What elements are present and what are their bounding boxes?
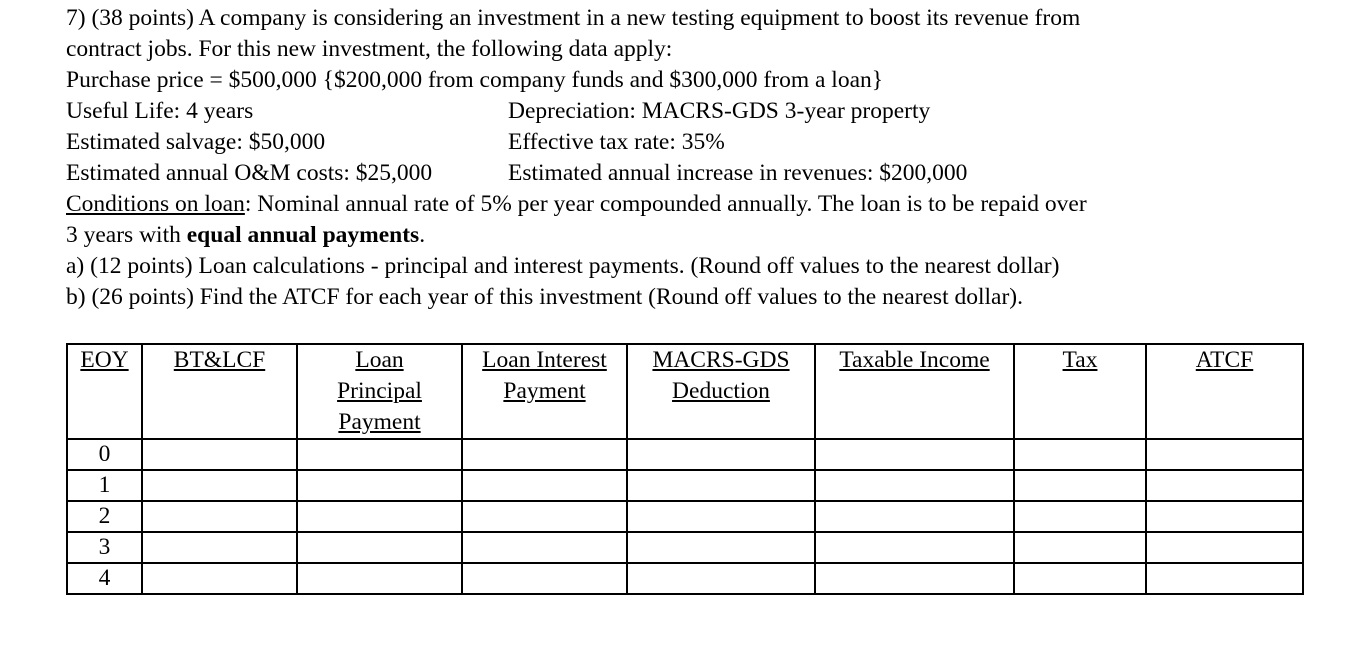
header-macrs bbox=[627, 344, 815, 439]
loan-principal-cell[interactable] bbox=[297, 501, 462, 532]
part-a: a) (12 points) Loan calculations - principal and interest payments. (Round off values to the nearest dollar) bbox=[66, 253, 1060, 279]
useful-life: Useful Life: 4 years bbox=[66, 98, 254, 124]
header-eoy-text: EOY bbox=[80, 347, 129, 373]
macrs-cell[interactable] bbox=[627, 501, 815, 532]
tax-rate: Effective tax rate: 35% bbox=[508, 129, 725, 155]
header-loan-interest-line1: Loan Interest bbox=[482, 347, 607, 373]
header-loan-principal-line2: Principal bbox=[337, 378, 422, 404]
taxable-income-cell[interactable] bbox=[815, 470, 1014, 501]
loan-interest-cell[interactable] bbox=[462, 532, 627, 563]
btlcf-cell[interactable] bbox=[142, 563, 297, 594]
header-taxable-income-text: Taxable Income bbox=[839, 347, 990, 373]
btlcf-cell[interactable] bbox=[142, 439, 297, 470]
header-eoy bbox=[67, 344, 142, 439]
header-btlcf-text: BT&LCF bbox=[173, 347, 266, 373]
macrs-cell[interactable] bbox=[627, 439, 815, 470]
salvage-value: Estimated salvage: $50,000 bbox=[66, 129, 326, 155]
header-tax bbox=[1014, 344, 1146, 439]
data-row-om-revenue bbox=[66, 158, 1306, 189]
loan-conditions-line-2 bbox=[66, 220, 1306, 251]
header-taxable-income bbox=[815, 344, 1014, 439]
atcf-cell[interactable] bbox=[1146, 501, 1303, 532]
header-loan-interest bbox=[462, 344, 627, 439]
problem-line-1: 7) (38 points) A company is considering an investment in a new testing equipment to boost its revenue from bbox=[66, 5, 1081, 31]
revenue-increase: Estimated annual increase in revenues: $200,000 bbox=[508, 160, 968, 186]
data-row-salvage-tax bbox=[66, 127, 1306, 158]
atcf-cell[interactable] bbox=[1146, 470, 1303, 501]
btlcf-cell[interactable] bbox=[142, 501, 297, 532]
tax-cell[interactable] bbox=[1014, 532, 1146, 563]
macrs-cell[interactable] bbox=[627, 563, 815, 594]
taxable-income-cell[interactable] bbox=[815, 532, 1014, 563]
table-row bbox=[67, 532, 1303, 563]
table-row bbox=[67, 470, 1303, 501]
macrs-cell[interactable] bbox=[627, 532, 815, 563]
depreciation-method: Depreciation: MACRS-GDS 3-year property bbox=[508, 98, 931, 124]
macrs-cell[interactable] bbox=[627, 470, 815, 501]
taxable-income-cell[interactable] bbox=[815, 563, 1014, 594]
eoy-cell: 4 bbox=[67, 563, 142, 594]
atcf-cell[interactable] bbox=[1146, 532, 1303, 563]
header-atcf bbox=[1146, 344, 1303, 439]
loan-principal-cell[interactable] bbox=[297, 470, 462, 501]
header-macrs-line2: Deduction bbox=[672, 378, 770, 404]
header-loan-principal-line1: Loan bbox=[355, 347, 404, 373]
table-header-row bbox=[67, 344, 1303, 439]
loan-interest-cell[interactable] bbox=[462, 563, 627, 594]
eoy-cell: 2 bbox=[67, 501, 142, 532]
purchase-price: Purchase price = $500,000 {$200,000 from company funds and $300,000 from a loan} bbox=[66, 67, 884, 93]
btlcf-cell[interactable] bbox=[142, 470, 297, 501]
eoy-cell: 3 bbox=[67, 532, 142, 563]
part-b: b) (26 points) Find the ATCF for each year of this investment (Round off values to the nearest dollar). bbox=[66, 284, 1023, 310]
equal-payments-bold: equal annual payments bbox=[186, 222, 420, 248]
problem-line-2: contract jobs. For this new investment, the following data apply: bbox=[66, 36, 673, 62]
loan-line2-prefix: 3 years with bbox=[66, 222, 187, 248]
loan-principal-cell[interactable] bbox=[297, 563, 462, 594]
header-macrs-line1: MACRS-GDS bbox=[652, 347, 790, 373]
loan-conditions-text: : Nominal annual rate of 5% per year compounded annually. The loan is to be repaid over bbox=[244, 191, 1087, 217]
eoy-cell: 0 bbox=[67, 439, 142, 470]
taxable-income-cell[interactable] bbox=[815, 439, 1014, 470]
header-loan-principal-line3: Payment bbox=[338, 409, 421, 435]
atcf-table bbox=[66, 343, 1304, 595]
tax-cell[interactable] bbox=[1014, 439, 1146, 470]
header-loan-principal bbox=[297, 344, 462, 439]
tax-cell[interactable] bbox=[1014, 501, 1146, 532]
table-row bbox=[67, 563, 1303, 594]
btlcf-cell[interactable] bbox=[142, 532, 297, 563]
loan-interest-cell[interactable] bbox=[462, 470, 627, 501]
tax-cell[interactable] bbox=[1014, 563, 1146, 594]
taxable-income-cell[interactable] bbox=[815, 501, 1014, 532]
atcf-cell[interactable] bbox=[1146, 439, 1303, 470]
data-row-life-depreciation bbox=[66, 96, 1306, 127]
tax-cell[interactable] bbox=[1014, 470, 1146, 501]
loan-conditions-label: Conditions on loan bbox=[66, 191, 245, 217]
table-row bbox=[67, 439, 1303, 470]
loan-principal-cell[interactable] bbox=[297, 532, 462, 563]
atcf-cell[interactable] bbox=[1146, 563, 1303, 594]
loan-interest-cell[interactable] bbox=[462, 501, 627, 532]
problem-statement bbox=[66, 3, 1306, 313]
loan-line2-suffix: . bbox=[419, 222, 426, 248]
loan-interest-cell[interactable] bbox=[462, 439, 627, 470]
header-atcf-text: ATCF bbox=[1195, 347, 1254, 373]
om-costs: Estimated annual O&M costs: $25,000 bbox=[66, 160, 433, 186]
loan-conditions bbox=[66, 189, 1306, 220]
table-row bbox=[67, 501, 1303, 532]
header-btlcf bbox=[142, 344, 297, 439]
eoy-cell: 1 bbox=[67, 470, 142, 501]
loan-principal-cell[interactable] bbox=[297, 439, 462, 470]
header-tax-text: Tax bbox=[1062, 347, 1098, 373]
header-loan-interest-line2: Payment bbox=[503, 378, 586, 404]
